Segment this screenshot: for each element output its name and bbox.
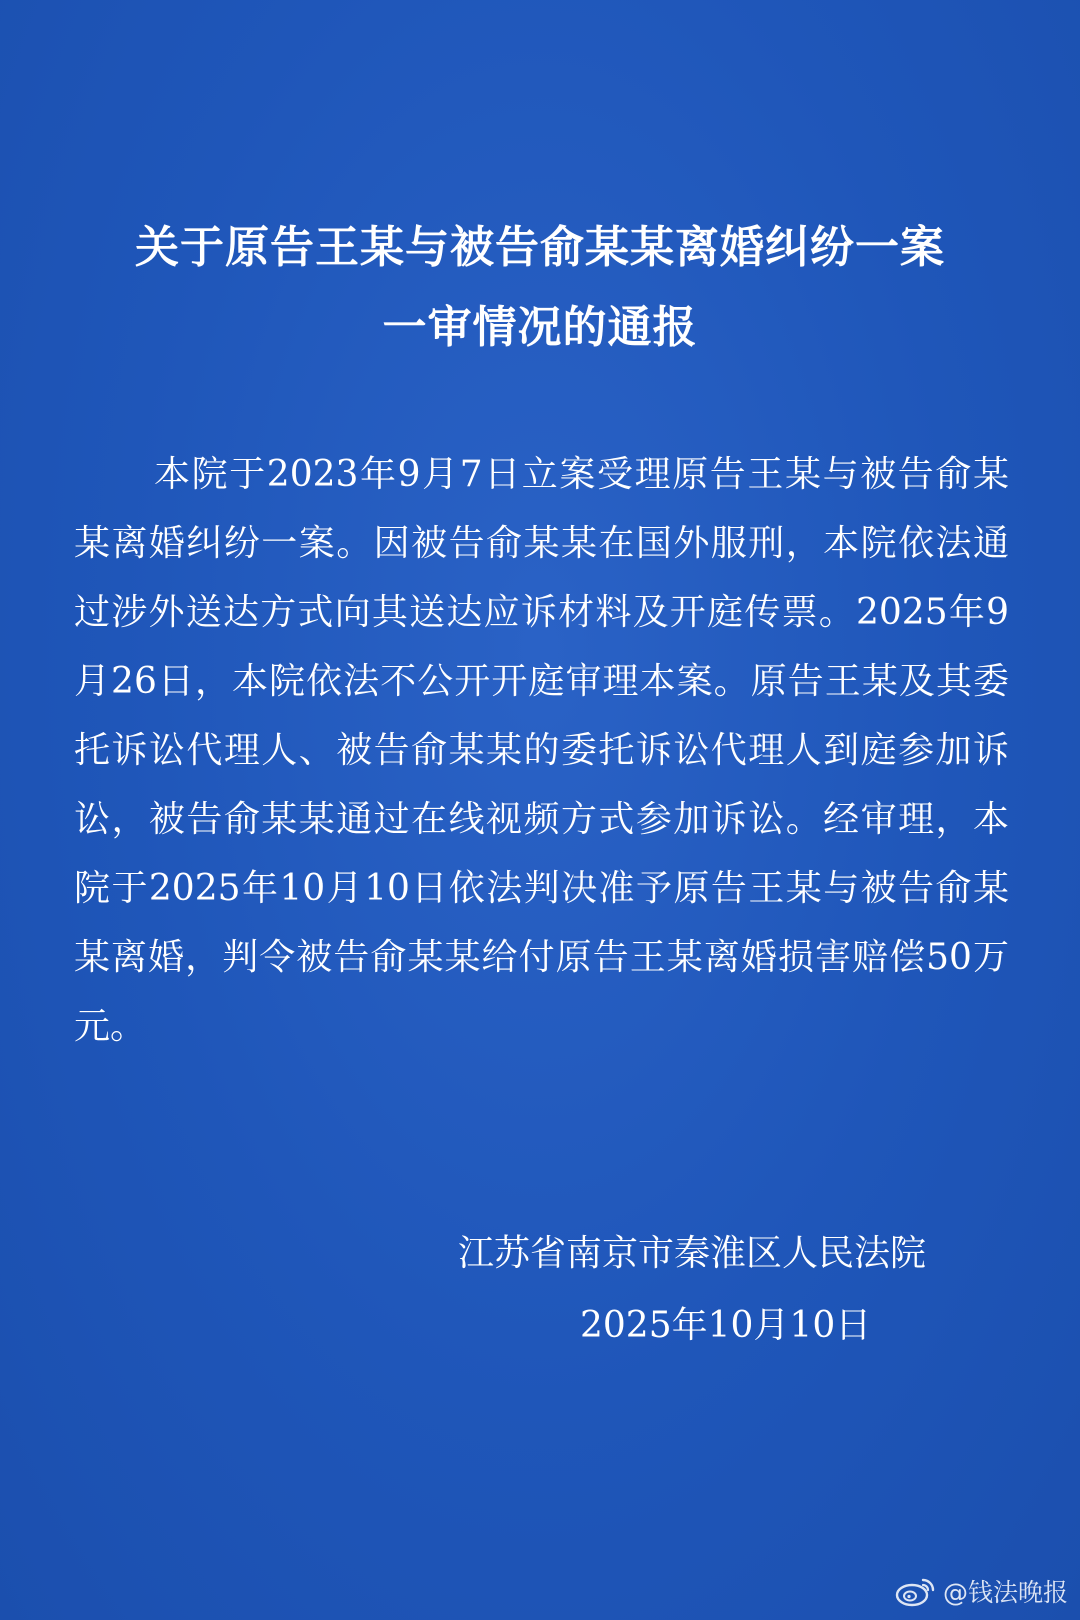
weibo-icon — [893, 1574, 937, 1608]
issue-date: 2025年10月10日 — [580, 1305, 872, 1346]
notice-title-line-1: 关于原告王某与被告俞某某离婚纠纷一案 — [135, 222, 945, 273]
notice-body: 本院于2023年9月7日立案受理原告王某与被告俞某某离婚纠纷一案。因被告俞某某在国外服刑，本院依法通过涉外送达方式向其送达应诉材料及开庭传票。2025年9月26日，本院依法不公开开庭审理本案。原告王某及其委托诉讼代理人、被告俞某某的委托诉讼代理人到庭参加诉讼，被告俞某某通过在线视频方式参加诉讼。经审理，本院于2025年10月10日依法判决准予原告王某与被告俞某某离婚，判令被告俞某某给付原告王某离婚损害赔偿50万元。 — [74, 454, 1009, 1047]
weibo-watermark — [893, 1574, 1068, 1608]
notice-title-line-2: 一审情况的通报 — [382, 302, 698, 353]
issuing-court: 江苏省南京市秦淮区人民法院 — [458, 1233, 927, 1274]
watermark-text: @钱法晚报 — [942, 1578, 1068, 1607]
